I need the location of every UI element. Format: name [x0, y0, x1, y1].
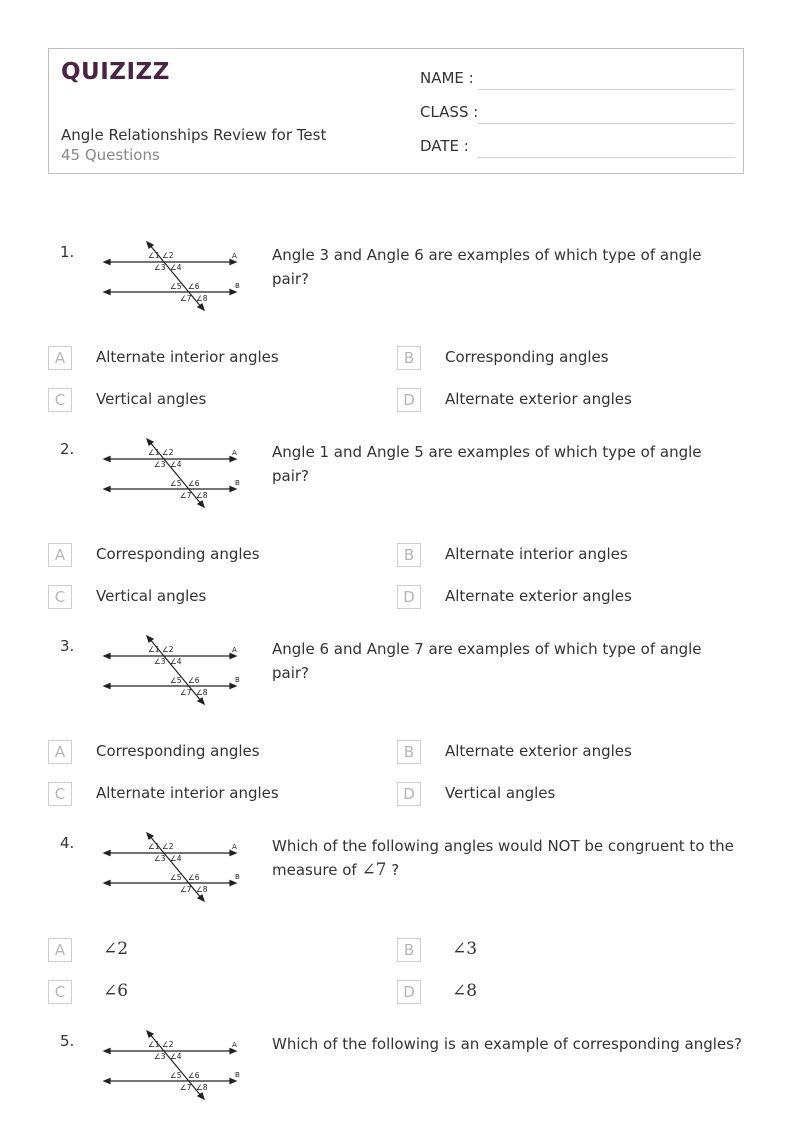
- option-letter: C: [48, 388, 72, 412]
- angle-5-label: ∠5: [170, 873, 182, 882]
- angle-7-label: ∠7: [180, 885, 192, 894]
- line-b-left-arrow: [104, 881, 110, 886]
- line-b-right-arrow: [230, 290, 236, 295]
- line-b-right-arrow: [230, 1079, 236, 1084]
- option-text: Vertical angles: [445, 784, 556, 802]
- option-text: ∠2: [103, 939, 129, 959]
- line-b-label: B: [235, 873, 240, 881]
- option-text: Alternate interior angles: [96, 784, 279, 802]
- angle-7-math: ∠7: [361, 860, 387, 880]
- line-a-left-arrow: [104, 654, 110, 659]
- angle-5-label: ∠5: [170, 676, 182, 685]
- question-number: 3.: [60, 637, 75, 655]
- option-text: Alternate exterior angles: [445, 587, 632, 605]
- line-a-left-arrow: [104, 457, 110, 462]
- angle-7-label: ∠7: [180, 491, 192, 500]
- parallel-lines-diagram: [102, 235, 244, 313]
- option-letter: A: [48, 346, 72, 370]
- option-letter: B: [397, 740, 421, 764]
- option-letter: A: [48, 740, 72, 764]
- line-a-left-arrow: [104, 1049, 110, 1054]
- line-b-label: B: [235, 1071, 240, 1079]
- q2-option-c[interactable]: [48, 585, 388, 611]
- line-a-label: A: [232, 1041, 237, 1049]
- option-text: Alternate exterior angles: [445, 742, 632, 760]
- angle-4-label: ∠4: [170, 657, 182, 666]
- line-a-right-arrow: [230, 1049, 236, 1054]
- angle-6-label: ∠6: [188, 676, 200, 685]
- name-line: [478, 89, 735, 90]
- angle-6-label: ∠6: [188, 282, 200, 291]
- line-a-left-arrow: [104, 851, 110, 856]
- angle-7-label: ∠7: [180, 294, 192, 303]
- question-text-main: Which of the following angles would NOT be congruent to the measure of: [272, 837, 734, 879]
- question-text: Which of the following is an example of corresponding angles?: [272, 1035, 742, 1053]
- angle-3-label: ∠3: [154, 460, 166, 469]
- angle-4-label: ∠4: [170, 460, 182, 469]
- angle-4-label: ∠4: [170, 1052, 182, 1061]
- q4-option-c[interactable]: [48, 980, 388, 1006]
- line-a-right-arrow: [230, 260, 236, 265]
- angle-5-label: ∠5: [170, 479, 182, 488]
- option-letter: D: [397, 388, 421, 412]
- question-count: 45 Questions: [61, 146, 160, 164]
- angle-3-label: ∠3: [154, 854, 166, 863]
- line-a-label: A: [232, 252, 237, 260]
- option-letter: B: [397, 938, 421, 962]
- option-text: ∠3: [452, 939, 478, 959]
- line-a-label: A: [232, 843, 237, 851]
- line-b-right-arrow: [230, 881, 236, 886]
- date-field: [420, 137, 735, 161]
- name-field: [420, 69, 735, 93]
- angle-1-label: ∠1: [148, 842, 160, 851]
- q2-option-d[interactable]: [397, 585, 737, 611]
- line-b-right-arrow: [230, 684, 236, 689]
- option-text: ∠8: [452, 981, 478, 1001]
- q1-option-c[interactable]: [48, 388, 388, 414]
- option-letter: C: [48, 585, 72, 609]
- question-text: Angle 6 and Angle 7 are examples of which type of angle pair?: [272, 640, 702, 682]
- angle-1-label: ∠1: [148, 1040, 160, 1049]
- question-text: Angle 3 and Angle 6 are examples of which type of angle pair?: [272, 246, 702, 288]
- q1-option-d[interactable]: [397, 388, 737, 414]
- angle-2-label: ∠2: [162, 251, 174, 260]
- class-label: CLASS :: [420, 103, 479, 121]
- line-b-label: B: [235, 282, 240, 290]
- parallel-lines-diagram: [102, 1024, 244, 1102]
- angle-2-label: ∠2: [162, 1040, 174, 1049]
- line-b-left-arrow: [104, 684, 110, 689]
- option-text: Corresponding angles: [96, 545, 260, 563]
- angle-4-label: ∠4: [170, 263, 182, 272]
- quizizz-logo: QUIZIZZ: [61, 59, 170, 85]
- option-letter: C: [48, 782, 72, 806]
- option-letter: D: [397, 782, 421, 806]
- option-text: Alternate interior angles: [96, 348, 279, 366]
- option-letter: D: [397, 585, 421, 609]
- q2-option-a[interactable]: [48, 543, 388, 569]
- q3-option-a[interactable]: [48, 740, 388, 766]
- question-text: Angle 1 and Angle 5 are examples of which type of angle pair?: [272, 443, 702, 485]
- angle-8-label: ∠8: [196, 688, 208, 697]
- angle-3-label: ∠3: [154, 263, 166, 272]
- q3-option-d[interactable]: [397, 782, 737, 808]
- q4-option-a[interactable]: [48, 938, 388, 964]
- parallel-lines-diagram: [102, 432, 244, 510]
- angle-8-label: ∠8: [196, 294, 208, 303]
- angle-2-label: ∠2: [162, 448, 174, 457]
- question-text: [272, 834, 742, 882]
- angle-8-label: ∠8: [196, 491, 208, 500]
- question-number: 2.: [60, 440, 75, 458]
- parallel-lines-diagram: [102, 826, 244, 904]
- class-field: [420, 103, 735, 127]
- q1-option-b[interactable]: [397, 346, 737, 372]
- question-number: 4.: [60, 834, 75, 852]
- parallel-lines-diagram: [102, 629, 244, 707]
- angle-4-label: ∠4: [170, 854, 182, 863]
- q1-option-a[interactable]: [48, 346, 388, 372]
- worksheet-title: Angle Relationships Review for Test: [61, 126, 327, 144]
- angle-6-label: ∠6: [188, 1071, 200, 1080]
- angle-6-label: ∠6: [188, 873, 200, 882]
- worksheet-header: [48, 48, 744, 174]
- angle-8-label: ∠8: [196, 1083, 208, 1092]
- name-label: NAME :: [420, 69, 474, 87]
- angle-7-label: ∠7: [180, 1083, 192, 1092]
- line-b-label: B: [235, 676, 240, 684]
- angle-1-label: ∠1: [148, 448, 160, 457]
- option-letter: A: [48, 938, 72, 962]
- option-letter: D: [397, 980, 421, 1004]
- angle-2-label: ∠2: [162, 842, 174, 851]
- line-a-left-arrow: [104, 260, 110, 265]
- angle-1-label: ∠1: [148, 251, 160, 260]
- q4-option-d[interactable]: [397, 980, 737, 1006]
- option-text: Vertical angles: [96, 390, 207, 408]
- option-text: Vertical angles: [96, 587, 207, 605]
- date-label: DATE :: [420, 137, 469, 155]
- option-letter: A: [48, 543, 72, 567]
- q2-option-b[interactable]: [397, 543, 737, 569]
- q3-option-c[interactable]: [48, 782, 388, 808]
- question-text-end: ?: [391, 861, 400, 879]
- option-text: ∠6: [103, 981, 129, 1001]
- line-b-label: B: [235, 479, 240, 487]
- option-letter: B: [397, 346, 421, 370]
- option-text: Corresponding angles: [445, 348, 609, 366]
- option-text: Corresponding angles: [96, 742, 260, 760]
- question-number: 5.: [60, 1032, 75, 1050]
- line-a-label: A: [232, 646, 237, 654]
- option-letter: C: [48, 980, 72, 1004]
- angle-5-label: ∠5: [170, 282, 182, 291]
- angle-8-label: ∠8: [196, 885, 208, 894]
- line-b-right-arrow: [230, 487, 236, 492]
- angle-6-label: ∠6: [188, 479, 200, 488]
- line-a-right-arrow: [230, 654, 236, 659]
- line-a-right-arrow: [230, 457, 236, 462]
- question-number: 1.: [60, 243, 75, 261]
- line-b-left-arrow: [104, 290, 110, 295]
- angle-2-label: ∠2: [162, 645, 174, 654]
- q4-option-b[interactable]: [397, 938, 737, 964]
- angle-3-label: ∠3: [154, 657, 166, 666]
- class-line: [478, 123, 735, 124]
- q3-option-b[interactable]: [397, 740, 737, 766]
- line-b-left-arrow: [104, 1079, 110, 1084]
- option-text: Alternate interior angles: [445, 545, 628, 563]
- date-line: [478, 157, 735, 158]
- option-text: Alternate exterior angles: [445, 390, 632, 408]
- line-b-left-arrow: [104, 487, 110, 492]
- line-a-label: A: [232, 449, 237, 457]
- line-a-right-arrow: [230, 851, 236, 856]
- option-letter: B: [397, 543, 421, 567]
- angle-7-label: ∠7: [180, 688, 192, 697]
- angle-1-label: ∠1: [148, 645, 160, 654]
- angle-5-label: ∠5: [170, 1071, 182, 1080]
- angle-3-label: ∠3: [154, 1052, 166, 1061]
